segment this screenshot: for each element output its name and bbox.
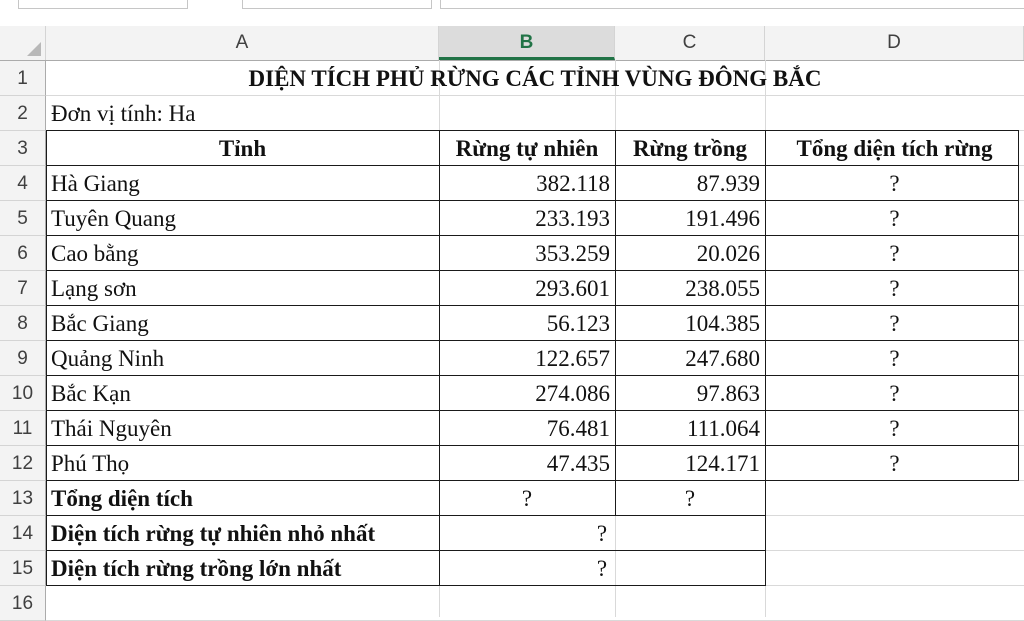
table-border — [439, 130, 440, 585]
total-forest-cell[interactable]: ? — [889, 206, 900, 231]
column-header-a[interactable]: A — [46, 26, 439, 60]
total-forest-cell[interactable]: ? — [889, 416, 900, 441]
table-border — [46, 340, 1019, 341]
table-border — [46, 130, 47, 585]
total-forest-cell[interactable]: ? — [889, 241, 900, 266]
province-cell[interactable]: Thái Nguyên — [51, 416, 172, 441]
header-province[interactable]: Tỉnh — [218, 136, 267, 161]
header-planted-forest[interactable]: Rừng trồng — [632, 136, 748, 161]
row-header-4[interactable]: 4 — [0, 166, 46, 201]
province-cell[interactable]: Quảng Ninh — [51, 346, 165, 371]
table-border — [46, 585, 766, 586]
max-planted-value[interactable]: ? — [596, 556, 608, 581]
row-header-3[interactable]: 3 — [0, 131, 46, 166]
table-border — [1018, 130, 1019, 480]
unit-label[interactable]: Đơn vị tính: Ha — [51, 101, 196, 126]
row-header-10[interactable]: 10 — [0, 376, 46, 411]
row-header-16[interactable]: 16 — [0, 586, 46, 621]
header-total-forest[interactable]: Tổng diện tích rừng — [796, 136, 993, 161]
planted-forest-cell[interactable]: 191.496 — [685, 206, 760, 231]
column-header-c[interactable]: C — [615, 26, 765, 60]
table-border — [46, 130, 1019, 131]
total-label[interactable]: Tổng diện tích — [51, 486, 193, 511]
table-border — [46, 515, 766, 516]
planted-forest-cell[interactable]: 97.863 — [696, 381, 760, 406]
table-border — [46, 270, 1019, 271]
select-all-corner[interactable] — [0, 26, 46, 60]
natural-forest-cell[interactable]: 233.193 — [535, 206, 610, 231]
total-forest-cell[interactable]: ? — [889, 346, 900, 371]
row-header-11[interactable]: 11 — [0, 411, 46, 446]
row-header-13[interactable]: 13 — [0, 481, 46, 516]
planted-forest-cell[interactable]: 20.026 — [696, 241, 760, 266]
planted-forest-cell[interactable]: 238.055 — [685, 276, 760, 301]
row-header-15[interactable]: 15 — [0, 551, 46, 586]
row-header-2[interactable]: 2 — [0, 96, 46, 131]
natural-forest-cell[interactable]: 122.657 — [535, 346, 610, 371]
total-forest-cell[interactable]: ? — [889, 311, 900, 336]
total-forest-cell[interactable]: ? — [889, 451, 900, 476]
province-cell[interactable]: Tuyên Quang — [51, 206, 177, 231]
column-header-d[interactable]: D — [765, 26, 1024, 60]
table-border — [46, 480, 1019, 481]
total-forest-cell[interactable]: ? — [889, 276, 900, 301]
table-border — [46, 375, 1019, 376]
total-planted[interactable]: ? — [684, 486, 696, 511]
planted-forest-cell[interactable]: 111.064 — [686, 416, 760, 441]
table-border — [765, 130, 766, 585]
row-header-5[interactable]: 5 — [0, 201, 46, 236]
sheet-title[interactable]: DIỆN TÍCH PHỦ RỪNG CÁC TỈNH VÙNG ĐÔNG BẮC — [248, 66, 822, 91]
natural-forest-cell[interactable]: 353.259 — [535, 241, 610, 266]
max-planted-label[interactable]: Diện tích rừng trồng lớn nhất — [51, 556, 342, 581]
planted-forest-cell[interactable]: 247.680 — [685, 346, 760, 371]
table-border — [46, 410, 1019, 411]
total-forest-cell[interactable]: ? — [889, 171, 900, 196]
natural-forest-cell[interactable]: 56.123 — [546, 311, 610, 336]
natural-forest-cell[interactable]: 274.086 — [535, 381, 610, 406]
row-header-1[interactable]: 1 — [0, 61, 46, 96]
row-header-7[interactable]: 7 — [0, 271, 46, 306]
formula-bar-tools[interactable] — [242, 0, 432, 9]
province-cell[interactable]: Bắc Kạn — [51, 381, 131, 406]
row-header-14[interactable]: 14 — [0, 516, 46, 551]
formula-bar-area — [0, 0, 1024, 26]
province-cell[interactable]: Hà Giang — [51, 171, 140, 196]
province-cell[interactable]: Phú Thọ — [51, 451, 130, 476]
table-border — [615, 130, 616, 515]
natural-forest-cell[interactable]: 293.601 — [535, 276, 610, 301]
table-border — [46, 200, 1019, 201]
natural-forest-cell[interactable]: 76.481 — [546, 416, 610, 441]
min-natural-value[interactable]: ? — [596, 521, 608, 546]
province-cell[interactable]: Bắc Giang — [51, 311, 149, 336]
row-header-8[interactable]: 8 — [0, 306, 46, 341]
table-border — [46, 550, 766, 551]
natural-forest-cell[interactable]: 382.118 — [536, 171, 610, 196]
column-header-bar — [0, 26, 1024, 61]
name-box[interactable] — [18, 0, 188, 9]
table-border — [46, 305, 1019, 306]
province-cell[interactable]: Cao bằng — [51, 241, 139, 266]
column-header-b[interactable]: B — [439, 26, 615, 60]
province-cell[interactable]: Lạng sơn — [51, 276, 137, 301]
row-header-9[interactable]: 9 — [0, 341, 46, 376]
min-natural-label[interactable]: Diện tích rừng tự nhiên nhỏ nhất — [51, 521, 376, 546]
header-natural-forest[interactable]: Rừng tự nhiên — [455, 136, 599, 161]
row-header-6[interactable]: 6 — [0, 236, 46, 271]
planted-forest-cell[interactable]: 87.939 — [696, 171, 760, 196]
table-border — [46, 165, 1019, 166]
planted-forest-cell[interactable]: 124.171 — [685, 451, 760, 476]
natural-forest-cell[interactable]: 47.435 — [546, 451, 610, 476]
row-header-12[interactable]: 12 — [0, 446, 46, 481]
total-natural[interactable]: ? — [521, 486, 533, 511]
planted-forest-cell[interactable]: 104.385 — [685, 311, 760, 336]
table-border — [46, 445, 1019, 446]
formula-input[interactable] — [440, 0, 1024, 9]
total-forest-cell[interactable]: ? — [889, 381, 900, 406]
table-border — [46, 235, 1019, 236]
